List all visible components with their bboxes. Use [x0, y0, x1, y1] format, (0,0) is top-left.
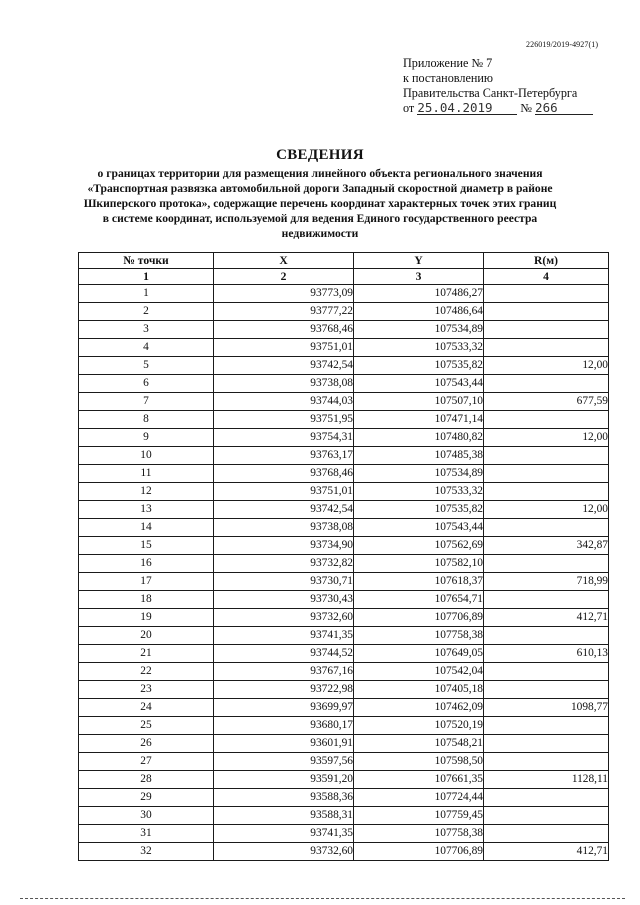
subtitle-line: недвижимости: [281, 226, 359, 240]
x-coordinate-cell: 93767,16: [214, 663, 354, 681]
point-number-cell: 5: [79, 357, 214, 375]
point-number-cell: 12: [79, 483, 214, 501]
x-coordinate-cell: 93588,36: [214, 789, 354, 807]
table-column-numbers-row: [79, 269, 609, 285]
table-row: [79, 591, 609, 609]
point-number-cell: 4: [79, 339, 214, 357]
y-coordinate-cell: 107535,82: [354, 501, 484, 519]
y-coordinate-cell: 107462,09: [354, 699, 484, 717]
x-coordinate-cell: 93741,35: [214, 627, 354, 645]
y-coordinate-cell: 107533,32: [354, 483, 484, 501]
header-point-number: № точки: [79, 253, 214, 269]
table-row: [79, 789, 609, 807]
point-number-cell: 2: [79, 303, 214, 321]
y-coordinate-cell: 107485,38: [354, 447, 484, 465]
x-coordinate-cell: 93744,03: [214, 393, 354, 411]
y-coordinate-cell: 107758,38: [354, 825, 484, 843]
radius-cell: [484, 825, 609, 843]
table-row: [79, 321, 609, 339]
x-coordinate-cell: 93768,46: [214, 465, 354, 483]
table-row: [79, 555, 609, 573]
table-row: [79, 303, 609, 321]
x-coordinate-cell: 93732,82: [214, 555, 354, 573]
x-coordinate-cell: 93699,97: [214, 699, 354, 717]
appendix-title: Приложение № 7: [403, 56, 493, 70]
x-coordinate-cell: 93751,01: [214, 339, 354, 357]
document-id: 226019/2019-4927(1): [526, 40, 599, 49]
from-label: от: [403, 101, 415, 115]
point-number-cell: 19: [79, 609, 214, 627]
y-coordinate-cell: 107534,89: [354, 321, 484, 339]
radius-cell: [484, 807, 609, 825]
x-coordinate-cell: 93738,08: [214, 519, 354, 537]
radius-cell: [484, 465, 609, 483]
x-coordinate-cell: 93738,08: [214, 375, 354, 393]
radius-cell: [484, 375, 609, 393]
radius-cell: 12,00: [484, 429, 609, 447]
x-coordinate-cell: 93768,46: [214, 321, 354, 339]
appendix-block: [403, 56, 593, 116]
point-number-cell: 9: [79, 429, 214, 447]
x-coordinate-cell: 93680,17: [214, 717, 354, 735]
radius-cell: [484, 627, 609, 645]
column-number: 3: [354, 269, 484, 285]
y-coordinate-cell: 107507,10: [354, 393, 484, 411]
x-coordinate-cell: 93730,43: [214, 591, 354, 609]
radius-cell: 12,00: [484, 501, 609, 519]
radius-cell: [484, 555, 609, 573]
y-coordinate-cell: 107598,50: [354, 753, 484, 771]
subtitle-line: «Транспортная развязка автомобильной дороги Западный скоростной диаметр в районе: [87, 181, 553, 195]
table-row: [79, 771, 609, 789]
subtitle-line: в системе координат, используемой для ведения Единого государственного реестра: [102, 211, 538, 225]
column-number: 1: [79, 269, 214, 285]
point-number-cell: 18: [79, 591, 214, 609]
table-row: [79, 375, 609, 393]
table-row: [79, 357, 609, 375]
y-coordinate-cell: 107543,44: [354, 519, 484, 537]
x-coordinate-cell: 93744,52: [214, 645, 354, 663]
point-number-cell: 31: [79, 825, 214, 843]
y-coordinate-cell: 107471,14: [354, 411, 484, 429]
x-coordinate-cell: 93777,22: [214, 303, 354, 321]
radius-cell: 342,87: [484, 537, 609, 555]
y-coordinate-cell: 107533,32: [354, 339, 484, 357]
header-x: X: [214, 253, 354, 269]
point-number-cell: 7: [79, 393, 214, 411]
point-number-cell: 13: [79, 501, 214, 519]
x-coordinate-cell: 93601,91: [214, 735, 354, 753]
radius-cell: [484, 519, 609, 537]
table-row: [79, 681, 609, 699]
point-number-cell: 27: [79, 753, 214, 771]
table-row: [79, 609, 609, 627]
y-coordinate-cell: 107706,89: [354, 843, 484, 861]
y-coordinate-cell: 107486,64: [354, 303, 484, 321]
radius-cell: [484, 753, 609, 771]
x-coordinate-cell: 93722,98: [214, 681, 354, 699]
point-number-cell: 20: [79, 627, 214, 645]
appendix-resolution-label: к постановлению: [403, 71, 494, 85]
point-number-cell: 26: [79, 735, 214, 753]
table-row: [79, 285, 609, 303]
x-coordinate-cell: 93742,54: [214, 357, 354, 375]
table-row: [79, 825, 609, 843]
table-row: [79, 519, 609, 537]
point-number-cell: 11: [79, 465, 214, 483]
table-row: [79, 465, 609, 483]
table-row: [79, 339, 609, 357]
y-coordinate-cell: 107520,19: [354, 717, 484, 735]
table-row: [79, 645, 609, 663]
radius-cell: 677,59: [484, 393, 609, 411]
header-y: Y: [354, 253, 484, 269]
point-number-cell: 29: [79, 789, 214, 807]
y-coordinate-cell: 107649,05: [354, 645, 484, 663]
point-number-cell: 10: [79, 447, 214, 465]
y-coordinate-cell: 107758,38: [354, 627, 484, 645]
point-number-cell: 1: [79, 285, 214, 303]
radius-cell: [484, 591, 609, 609]
header-radius: R(м): [484, 253, 609, 269]
y-coordinate-cell: 107480,82: [354, 429, 484, 447]
y-coordinate-cell: 107535,82: [354, 357, 484, 375]
radius-cell: 412,71: [484, 609, 609, 627]
table-row: [79, 483, 609, 501]
y-coordinate-cell: 107706,89: [354, 609, 484, 627]
point-number-cell: 14: [79, 519, 214, 537]
y-coordinate-cell: 107548,21: [354, 735, 484, 753]
radius-cell: [484, 663, 609, 681]
column-number: 4: [484, 269, 609, 285]
radius-cell: [484, 681, 609, 699]
radius-cell: [484, 447, 609, 465]
table-header-row: [79, 253, 609, 269]
point-number-cell: 17: [79, 573, 214, 591]
y-coordinate-cell: 107759,45: [354, 807, 484, 825]
x-coordinate-cell: 93734,90: [214, 537, 354, 555]
point-number-cell: 23: [79, 681, 214, 699]
radius-cell: [484, 411, 609, 429]
y-coordinate-cell: 107534,89: [354, 465, 484, 483]
x-coordinate-cell: 93588,31: [214, 807, 354, 825]
y-coordinate-cell: 107661,35: [354, 771, 484, 789]
x-coordinate-cell: 93751,95: [214, 411, 354, 429]
radius-cell: 1128,11: [484, 771, 609, 789]
document-title: СВЕДЕНИЯ: [276, 147, 364, 163]
table-row: [79, 627, 609, 645]
table-body: [79, 285, 609, 861]
x-coordinate-cell: 93763,17: [214, 447, 354, 465]
x-coordinate-cell: 93591,20: [214, 771, 354, 789]
y-coordinate-cell: 107405,18: [354, 681, 484, 699]
x-coordinate-cell: 93732,60: [214, 843, 354, 861]
x-coordinate-cell: 93732,60: [214, 609, 354, 627]
point-number-cell: 6: [79, 375, 214, 393]
radius-cell: [484, 717, 609, 735]
table-row: [79, 411, 609, 429]
point-number-cell: 3: [79, 321, 214, 339]
point-number-cell: 22: [79, 663, 214, 681]
radius-cell: [484, 789, 609, 807]
point-number-cell: 8: [79, 411, 214, 429]
x-coordinate-cell: 93741,35: [214, 825, 354, 843]
y-coordinate-cell: 107543,44: [354, 375, 484, 393]
y-coordinate-cell: 107562,69: [354, 537, 484, 555]
radius-cell: 718,99: [484, 573, 609, 591]
resolution-date: 25.04.2019: [417, 101, 517, 115]
table-row: [79, 573, 609, 591]
point-number-cell: 16: [79, 555, 214, 573]
x-coordinate-cell: 93730,71: [214, 573, 354, 591]
table-row: [79, 735, 609, 753]
radius-cell: [484, 321, 609, 339]
radius-cell: [484, 735, 609, 753]
radius-cell: 12,00: [484, 357, 609, 375]
point-number-cell: 32: [79, 843, 214, 861]
column-number: 2: [214, 269, 354, 285]
table-row: [79, 663, 609, 681]
point-number-cell: 15: [79, 537, 214, 555]
radius-cell: 610,13: [484, 645, 609, 663]
table-row: [79, 753, 609, 771]
y-coordinate-cell: 107724,44: [354, 789, 484, 807]
table-row: [79, 717, 609, 735]
x-coordinate-cell: 93754,31: [214, 429, 354, 447]
document-subtitle: [70, 167, 570, 242]
y-coordinate-cell: 107654,71: [354, 591, 484, 609]
resolution-number: 266: [535, 101, 593, 115]
table-row: [79, 807, 609, 825]
y-coordinate-cell: 107542,04: [354, 663, 484, 681]
y-coordinate-cell: 107486,27: [354, 285, 484, 303]
radius-cell: [484, 285, 609, 303]
x-coordinate-cell: 93597,56: [214, 753, 354, 771]
radius-cell: [484, 483, 609, 501]
point-number-cell: 24: [79, 699, 214, 717]
point-number-cell: 21: [79, 645, 214, 663]
table-row: [79, 447, 609, 465]
y-coordinate-cell: 107582,10: [354, 555, 484, 573]
table-row: [79, 843, 609, 861]
radius-cell: [484, 303, 609, 321]
coordinates-table: [78, 252, 609, 861]
x-coordinate-cell: 93742,54: [214, 501, 354, 519]
table-row: [79, 501, 609, 519]
point-number-cell: 30: [79, 807, 214, 825]
table-row: [79, 537, 609, 555]
subtitle-line: о границах территории для размещения линейного объекта регионального значения: [97, 167, 543, 180]
table-row: [79, 393, 609, 411]
table-row: [79, 429, 609, 447]
radius-cell: 412,71: [484, 843, 609, 861]
radius-cell: 1098,77: [484, 699, 609, 717]
x-coordinate-cell: 93751,01: [214, 483, 354, 501]
subtitle-line: Шкиперского протока», содержащие перечень координат характерных точек этих границ: [83, 196, 557, 210]
number-label: №: [520, 101, 532, 115]
appendix-government: Правительства Санкт-Петербурга: [403, 86, 578, 100]
point-number-cell: 28: [79, 771, 214, 789]
point-number-cell: 25: [79, 717, 214, 735]
x-coordinate-cell: 93773,09: [214, 285, 354, 303]
radius-cell: [484, 339, 609, 357]
page-bottom-divider: [20, 898, 625, 899]
appendix-date-number-line: [403, 101, 593, 116]
y-coordinate-cell: 107618,37: [354, 573, 484, 591]
table-row: [79, 699, 609, 717]
